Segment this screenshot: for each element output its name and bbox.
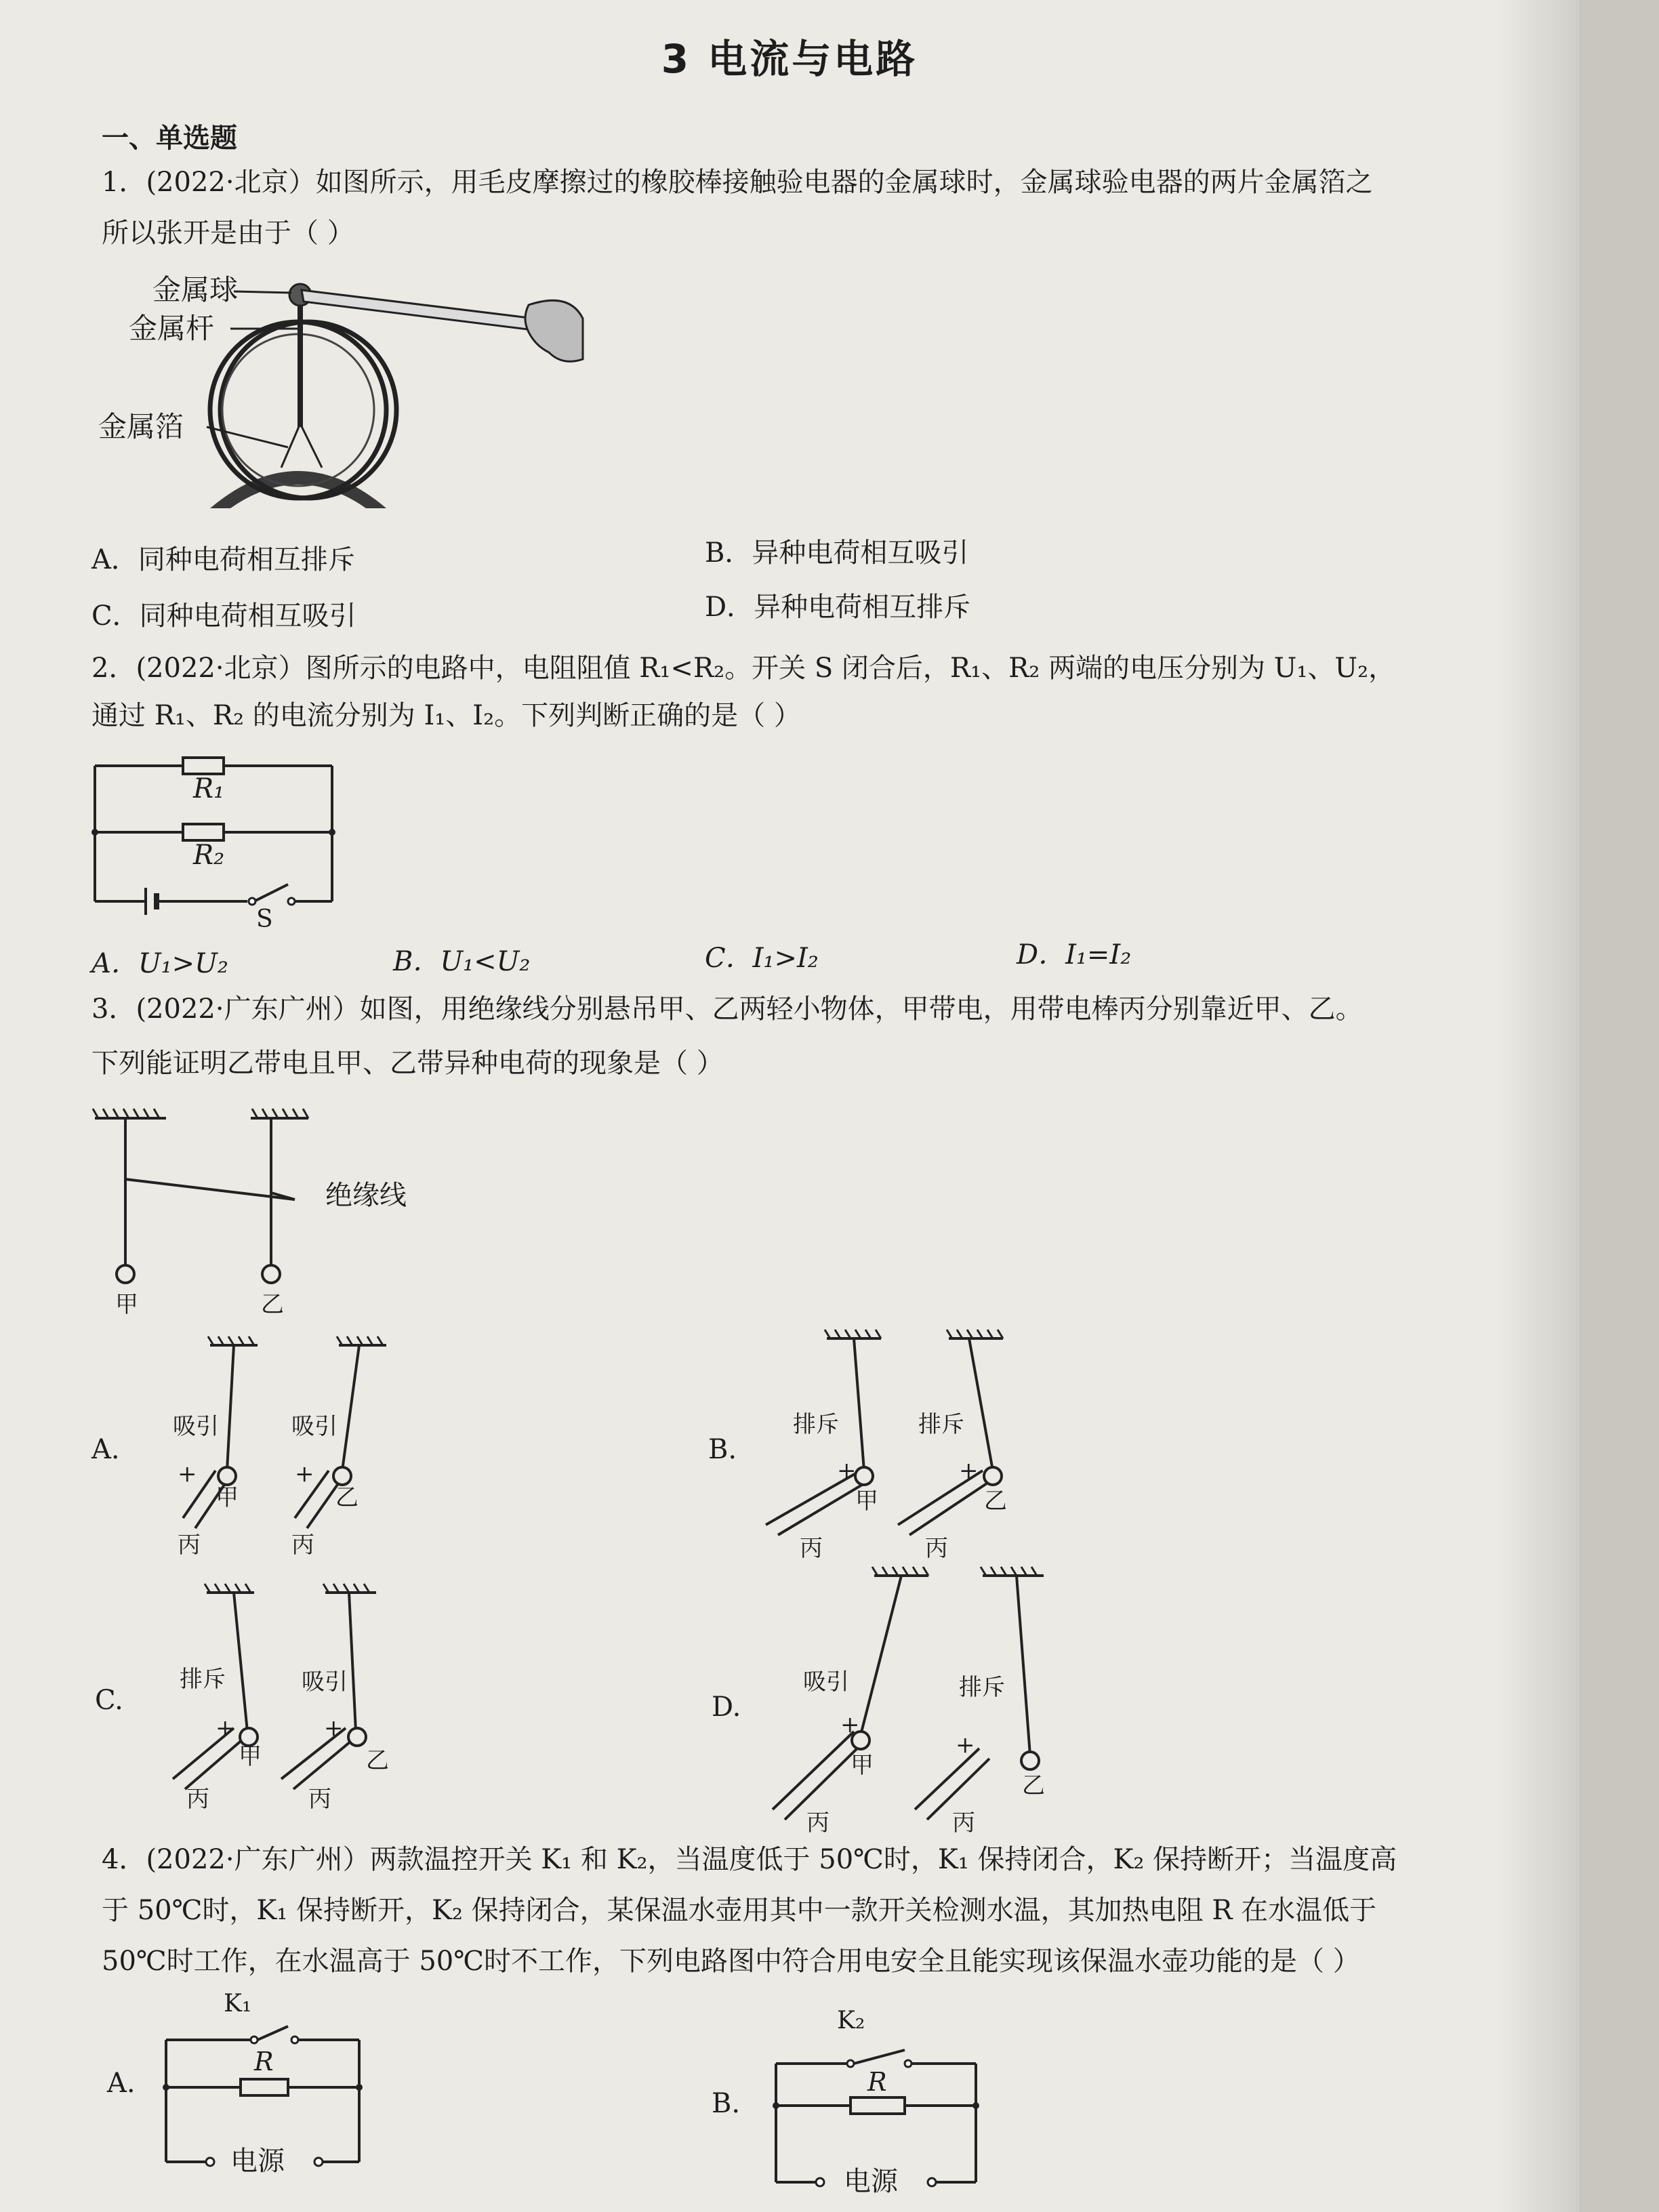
section-heading: 一、单选题 [102, 123, 237, 154]
q3-a-word-2: 吸引 [291, 1413, 337, 1440]
q3-d-label-bing-2: 丙 [952, 1809, 975, 1837]
adjacent-page-edge [1579, 0, 1659, 2212]
q1-option-c[interactable]: C．同种电荷相互吸引 [91, 600, 356, 632]
q3-c-label-bing-2: 丙 [308, 1786, 331, 1813]
q2-option-d[interactable]: D．I₁=I₂ [1017, 939, 1132, 970]
q3-option-d-letter[interactable]: D. [712, 1692, 741, 1723]
q4-a-resistor-label: R [254, 2047, 274, 2076]
q3-c-label-bing-1: 丙 [186, 1786, 209, 1813]
q4-stem-line2: 于 50℃时，K₁ 保持断开，K₂ 保持闭合，某保温水壶用其中一款开关检测水温，其加热电阻 R 在水温低于 [102, 1895, 1377, 1926]
q3-c-label-yi: 乙 [366, 1747, 389, 1774]
q3-label-insulator: 绝缘线 [325, 1180, 407, 1211]
q3-option-b-figure [752, 1328, 1037, 1559]
q2-option-b[interactable]: B．U₁<U₂ [393, 946, 531, 977]
q3-b-word-2: 排斥 [918, 1411, 964, 1438]
q3-a-label-bing-1: 丙 [178, 1532, 201, 1559]
q4-a-switch-label: K₁ [224, 1990, 252, 2018]
q2-option-a[interactable]: A．U₁>U₂ [91, 948, 228, 979]
q2-stem-line1: 2．(2022·北京）图所示的电路中，电阻阻值 R₁<R₂。开关 S 闭合后，R₁、R₂ 两端的电压分别为 U₁、U₂， [91, 653, 1396, 684]
q3-a-plus-1: + [178, 1460, 197, 1488]
q2-switch-label: S [256, 905, 273, 933]
q3-stem-line2: 下列能证明乙带电且甲、乙带异种电荷的现象是（ ） [91, 1048, 724, 1079]
q3-d-word-2: 排斥 [959, 1674, 1005, 1701]
q2-r1-label: R₁ [193, 773, 225, 804]
q1-stem-line2: 所以张开是由于（ ） [102, 218, 354, 249]
q3-d-plus-2: + [956, 1732, 975, 1759]
q3-a-plus-2: + [295, 1460, 314, 1488]
q3-label-jia: 甲 [115, 1291, 138, 1318]
q4-option-a-letter[interactable]: A. [107, 2068, 136, 2099]
q3-a-word-1: 吸引 [173, 1413, 219, 1440]
q3-d-plus-1: + [840, 1711, 860, 1738]
q3-b-label-bing-2: 丙 [925, 1535, 948, 1562]
q3-a-label-bing-2: 丙 [291, 1532, 314, 1559]
q3-c-word-2: 吸引 [302, 1668, 348, 1696]
q1-option-b[interactable]: B．异种电荷相互吸引 [705, 537, 969, 569]
page-title: 3 电流与电路 [661, 36, 918, 82]
q3-d-label-yi: 乙 [1022, 1772, 1045, 1799]
q3-option-b-letter[interactable]: B. [708, 1434, 737, 1465]
q4-stem-line3: 50℃时工作，在水温高于 50℃时不工作，下列电路图中符合用电安全且能实现该保温水壶功能的是（ ） [102, 1946, 1360, 1977]
q4-b-switch-label: K₂ [837, 2007, 865, 2034]
q3-stem-line1: 3．(2022·广东广州）如图，用绝缘线分别悬吊甲、乙两轻小物体，甲带电，用带电棒丙分别靠近甲、乙。 [91, 994, 1363, 1025]
q2-stem-line2: 通过 R₁、R₂ 的电流分别为 I₁、I₂。下列判断正确的是（ ） [91, 700, 801, 731]
q3-a-label-jia: 甲 [216, 1484, 239, 1511]
q3-d-label-bing-1: 丙 [806, 1809, 830, 1837]
q3-d-label-jia: 甲 [851, 1752, 874, 1779]
q4-stem-line1: 4．(2022·广东广州）两款温控开关 K₁ 和 K₂，当温度低于 50℃时，K₁ 保持闭合，K₂ 保持断开；当温度高 [102, 1844, 1397, 1875]
q3-a-label-yi: 乙 [335, 1484, 359, 1511]
q4-option-b-letter[interactable]: B. [712, 2088, 741, 2119]
q3-d-word-1: 吸引 [803, 1668, 849, 1696]
q3-option-c-letter[interactable]: C. [95, 1685, 123, 1716]
q4-b-source-label: 电源 [844, 2166, 898, 2197]
q3-b-label-yi: 乙 [984, 1488, 1007, 1515]
q3-c-word-1: 排斥 [180, 1666, 226, 1693]
q2-r2-label: R₂ [193, 840, 225, 871]
q4-b-resistor-label: R [867, 2067, 887, 2097]
q3-b-label-jia: 甲 [855, 1488, 878, 1515]
q3-b-plus-1: + [837, 1457, 857, 1484]
q4-a-source-label: 电源 [230, 2146, 285, 2177]
q3-b-plus-2: + [959, 1457, 979, 1484]
q3-b-label-bing-1: 丙 [800, 1535, 823, 1562]
q1-option-d[interactable]: D．异种电荷相互排斥 [705, 592, 971, 623]
q3-option-a-figure [136, 1335, 407, 1559]
q3-c-plus-2: + [324, 1715, 344, 1742]
q3-label-yi: 乙 [261, 1291, 284, 1318]
q3-c-label-jia: 甲 [239, 1743, 262, 1770]
label-metal-foil: 金属箔 [98, 410, 184, 443]
q3-c-plus-1: + [216, 1715, 235, 1742]
q3-option-a-letter[interactable]: A. [91, 1434, 120, 1465]
label-metal-rod: 金属杆 [129, 312, 215, 345]
q1-stem-line1: 1．(2022·北京）如图所示，用毛皮摩擦过的橡胶棒接触验电器的金属球时，金属球验电器的两片金属箔之 [102, 167, 1373, 198]
label-metal-ball: 金属球 [152, 273, 239, 306]
q2-option-c[interactable]: C．I₁>I₂ [705, 943, 819, 974]
q3-b-word-1: 排斥 [793, 1411, 839, 1438]
q1-option-a[interactable]: A．同种电荷相互排斥 [91, 544, 355, 575]
